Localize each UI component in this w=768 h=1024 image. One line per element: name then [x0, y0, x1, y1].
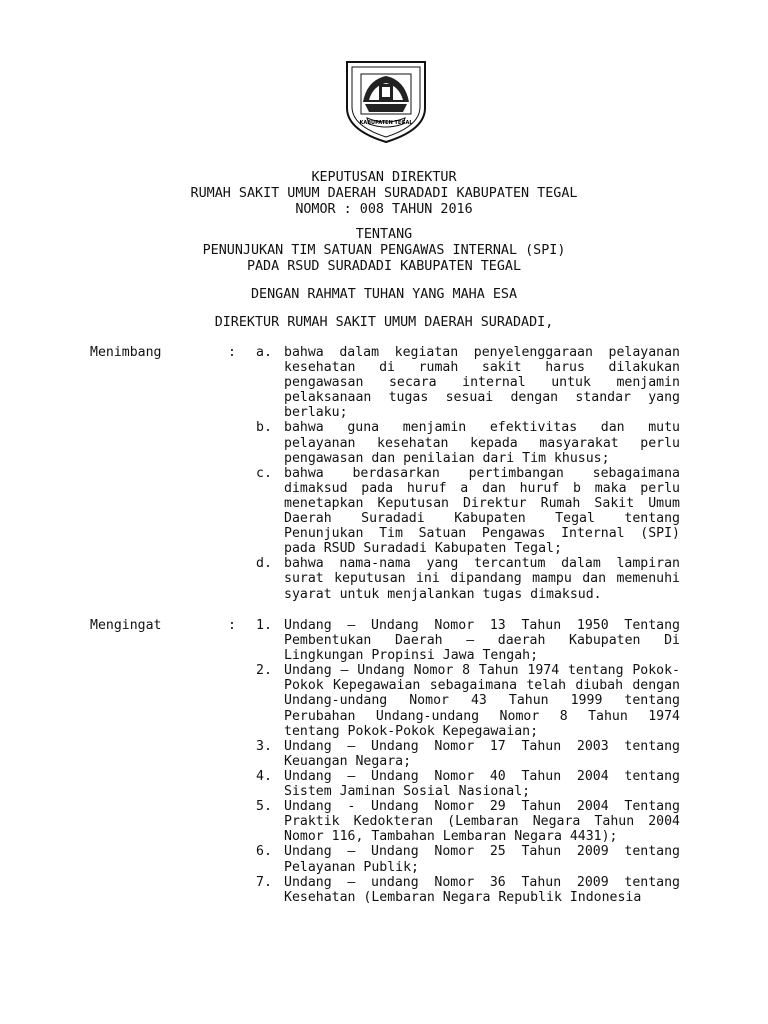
mengingat-colon: : [228, 618, 236, 633]
list-item [256, 663, 680, 738]
item-marker: a. [256, 345, 272, 360]
item-text: bahwa nama-nama yang tercantum dalam lampiran surat keputusan ini dipandang mampu dan memenuhi syarat untuk menjalankan tugas dimaksud. [284, 556, 680, 602]
blessing-line: DENGAN RAHMAT TUHAN YANG MAHA ESA [250, 287, 518, 302]
item-marker: 4. [256, 768, 272, 784]
menimbang-section [90, 345, 690, 602]
list-item [256, 618, 680, 663]
item-text: bahwa berdasarkan pertimbangan sebagaimana dimaksud pada huruf a dan huruf b maka perlu menetapkan Keputusan Direktur Rumah Sakit Umum Daerah Suradadi Kabupaten Tegal tentang Penunjukan Tim Satuan Pengawas Internal (SPI) pada RSUD Suradadi Kabupaten Tegal; [284, 465, 680, 557]
mengingat-section [90, 618, 690, 905]
item-marker: 5. [256, 799, 272, 815]
item-marker: b. [256, 420, 272, 436]
decree-title: KEPUTUSAN DIREKTUR [311, 170, 457, 185]
list-item [256, 420, 680, 465]
subject-line-2: PADA RSUD SURADADI KABUPATEN TEGAL [246, 259, 522, 274]
item-text: bahwa dalam kegiatan penyelenggaraan pelayanan kesehatan di rumah sakit harus dilakukan pengawasan secara internal untuk menjamin pelaksanaan tugas sesuai dengan standar yang berlaku; [284, 345, 680, 421]
item-text: bahwa guna menjamin efektivitas dan mutu pelayanan kesehatan kepada masyarakat perlu pengawasan dan penilaian dari Tim khusus; [284, 420, 680, 466]
item-text: Undang – Undang Nomor 13 Tahun 1950 Tentang Pembentukan Daerah – daerah Kabupaten Di Lingkungan Propinsi Jawa Tengah; [284, 618, 680, 664]
item-text: Undang - Undang Nomor 29 Tahun 2004 Tentang Praktik Kedokteran (Lembaran Negara Tahun 2004 Nomor 116, Tambahan Lembaran Negara 4431); [284, 799, 680, 845]
list-item [256, 769, 680, 799]
item-marker: 6. [256, 844, 272, 860]
item-text: Undang – Undang Nomor 8 Tahun 1974 tentang Pokok-Pokok Kepegawaian sebagaimana telah diubah dengan Undang-undang Nomor 43 Tahun 1999 tentang Perubahan Undang-undang Nomor 8 Tahun 1974 tentang Pokok-Pokok Kepegawaian; [284, 663, 680, 739]
emblem-caption: KABUPATEN TEGAL [359, 120, 413, 126]
item-text: Undang – Undang Nomor 17 Tahun 2003 tentang Keuangan Negara; [284, 738, 680, 769]
menimbang-list [256, 345, 680, 602]
list-item [256, 799, 680, 844]
item-marker: 2. [256, 663, 272, 679]
item-marker: c. [256, 465, 272, 481]
subject-line-1: PENUNJUKAN TIM SATUAN PENGAWAS INTERNAL (SPI) [202, 243, 566, 258]
menimbang-label: Menimbang [90, 345, 162, 360]
item-marker: 3. [256, 738, 272, 754]
list-item [256, 844, 680, 874]
mengingat-list [256, 618, 680, 905]
tentang-heading: TENTANG [355, 227, 413, 242]
list-item [256, 556, 680, 601]
menimbang-colon: : [228, 345, 236, 360]
mengingat-label: Mengingat [90, 618, 162, 633]
item-marker: 1. [256, 618, 272, 633]
decree-number: NOMOR : 008 TAHUN 2016 [295, 202, 473, 217]
hospital-name: RUMAH SAKIT UMUM DAERAH SURADADI KABUPATEN TEGAL [190, 186, 578, 201]
authority-line: DIREKTUR RUMAH SAKIT UMUM DAERAH SURADADI, [214, 315, 554, 330]
item-marker: 7. [256, 874, 272, 890]
list-item [256, 875, 680, 905]
kabupaten-tegal-emblem [343, 58, 429, 144]
list-item [256, 466, 680, 557]
list-item [256, 345, 680, 420]
list-item [256, 739, 680, 769]
emblem-shield-icon [343, 58, 429, 144]
item-text: Undang – undang Nomor 36 Tahun 2009 tentang Kesehatan (Lembaran Negara Republik Indonesia [284, 874, 680, 905]
item-text: Undang – Undang Nomor 25 Tahun 2009 tentang Pelayanan Publik; [284, 844, 680, 875]
item-text: Undang – Undang Nomor 40 Tahun 2004 tentang Sistem Jaminan Sosial Nasional; [284, 768, 680, 800]
item-marker: d. [256, 556, 272, 572]
